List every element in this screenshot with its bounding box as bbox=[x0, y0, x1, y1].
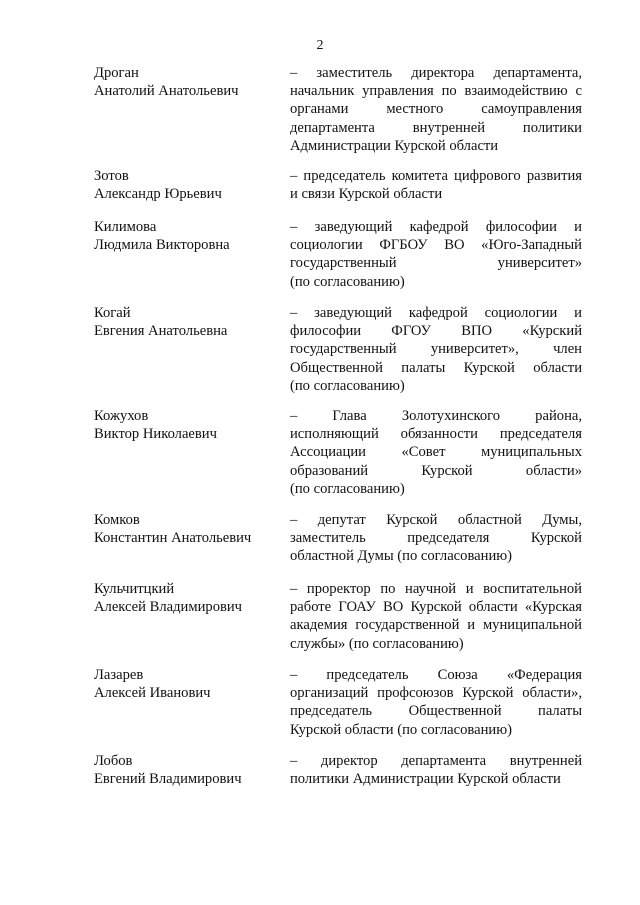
member-entry bbox=[94, 580, 582, 653]
member-position bbox=[290, 304, 582, 395]
position-line: политики Администрации Курской области bbox=[290, 771, 561, 788]
member-position bbox=[290, 580, 582, 653]
position-line: – Глава Золотухинского района, bbox=[290, 408, 582, 424]
member-given-names: Константин Анатольевич bbox=[94, 530, 252, 547]
position-line: Ассоциации «Совет муниципальных bbox=[290, 444, 582, 461]
position-line: – проректор по научной и воспитательной bbox=[290, 581, 582, 597]
member-position bbox=[290, 511, 582, 566]
member-name bbox=[94, 752, 290, 788]
member-entry bbox=[94, 218, 582, 291]
member-name bbox=[94, 304, 290, 340]
position-line: государственный университет» bbox=[290, 255, 582, 272]
position-line: философии ФГОУ ВПО «Курский bbox=[290, 323, 582, 340]
position-line: начальник управления по взаимодействию с bbox=[290, 83, 582, 100]
member-given-names: Евгений Владимирович bbox=[94, 771, 242, 788]
position-line: образований Курской области» bbox=[290, 462, 582, 479]
member-name bbox=[94, 218, 290, 254]
position-line: – заведующий кафедрой социологии и bbox=[290, 305, 582, 321]
member-entry bbox=[94, 752, 582, 788]
member-entry bbox=[94, 64, 582, 155]
position-line: (по согласованию) bbox=[290, 480, 405, 497]
member-given-names: Евгения Анатольевна bbox=[94, 323, 228, 340]
member-name bbox=[94, 511, 290, 547]
position-line: (по согласованию) bbox=[290, 377, 405, 394]
member-name bbox=[94, 167, 290, 203]
position-line: – заместитель директора департамента, bbox=[290, 65, 582, 81]
position-line: – директор департамента внутренней bbox=[290, 753, 582, 769]
member-name bbox=[94, 580, 290, 616]
member-surname: Килимова bbox=[94, 219, 157, 235]
member-given-names: Анатолий Анатольевич bbox=[94, 83, 239, 100]
member-position bbox=[290, 752, 582, 788]
member-name bbox=[94, 407, 290, 443]
page-number: 2 bbox=[316, 38, 324, 53]
member-surname: Лазарев bbox=[94, 667, 144, 683]
position-line: и связи Курской области bbox=[290, 186, 443, 203]
member-given-names: Алексей Иванович bbox=[94, 685, 211, 702]
position-line: заместитель председателя Курской bbox=[290, 530, 582, 547]
member-given-names: Алексей Владимирович bbox=[94, 599, 243, 616]
member-surname: Зотов bbox=[94, 168, 129, 184]
position-line: службы» (по согласованию) bbox=[290, 635, 464, 652]
member-surname: Лобов bbox=[94, 753, 133, 769]
member-entry bbox=[94, 511, 582, 566]
member-position bbox=[290, 407, 582, 498]
position-line: органами местного самоуправления bbox=[290, 101, 582, 118]
position-line: академия государственной и муниципальной bbox=[290, 617, 582, 634]
position-line: – депутат Курской областной Думы, bbox=[290, 512, 582, 528]
position-line: работе ГОАУ ВО Курской области «Курская bbox=[290, 599, 582, 616]
member-surname: Кожухов bbox=[94, 408, 149, 424]
position-line: исполняющий обязанности председателя bbox=[290, 426, 582, 443]
member-name bbox=[94, 64, 290, 100]
member-surname: Комков bbox=[94, 512, 140, 528]
member-entry bbox=[94, 304, 582, 395]
position-line: председатель Общественной палаты bbox=[290, 703, 582, 720]
position-line: социологии ФГБОУ ВО «Юго-Западный bbox=[290, 237, 582, 254]
position-line: организаций профсоюзов Курской области», bbox=[290, 685, 582, 702]
position-line: (по согласованию) bbox=[290, 273, 405, 290]
position-line: Общественной палаты Курской области bbox=[290, 359, 582, 376]
position-line: – заведующий кафедрой философии и bbox=[290, 219, 582, 235]
member-entry bbox=[94, 666, 582, 739]
position-line: департамента внутренней политики bbox=[290, 119, 582, 136]
position-line: Администрации Курской области bbox=[290, 137, 499, 154]
position-line: Курской области (по согласованию) bbox=[290, 721, 512, 738]
member-surname: Дроган bbox=[94, 65, 139, 81]
member-surname: Когай bbox=[94, 305, 131, 321]
member-name bbox=[94, 666, 290, 702]
member-position bbox=[290, 167, 582, 203]
member-given-names: Людмила Викторовна bbox=[94, 237, 230, 254]
member-position bbox=[290, 64, 582, 155]
member-entry bbox=[94, 407, 582, 498]
position-line: областной Думы (по согласованию) bbox=[290, 548, 513, 565]
member-surname: Кульчитцкий bbox=[94, 581, 175, 597]
member-entry bbox=[94, 167, 582, 203]
position-line: государственный университет», член bbox=[290, 341, 582, 358]
member-position bbox=[290, 218, 582, 291]
position-line: – председатель Союза «Федерация bbox=[290, 667, 582, 683]
member-given-names: Виктор Николаевич bbox=[94, 426, 217, 443]
member-position bbox=[290, 666, 582, 739]
position-line: – председатель комитета цифрового развития bbox=[290, 168, 582, 184]
member-given-names: Александр Юрьевич bbox=[94, 186, 222, 203]
